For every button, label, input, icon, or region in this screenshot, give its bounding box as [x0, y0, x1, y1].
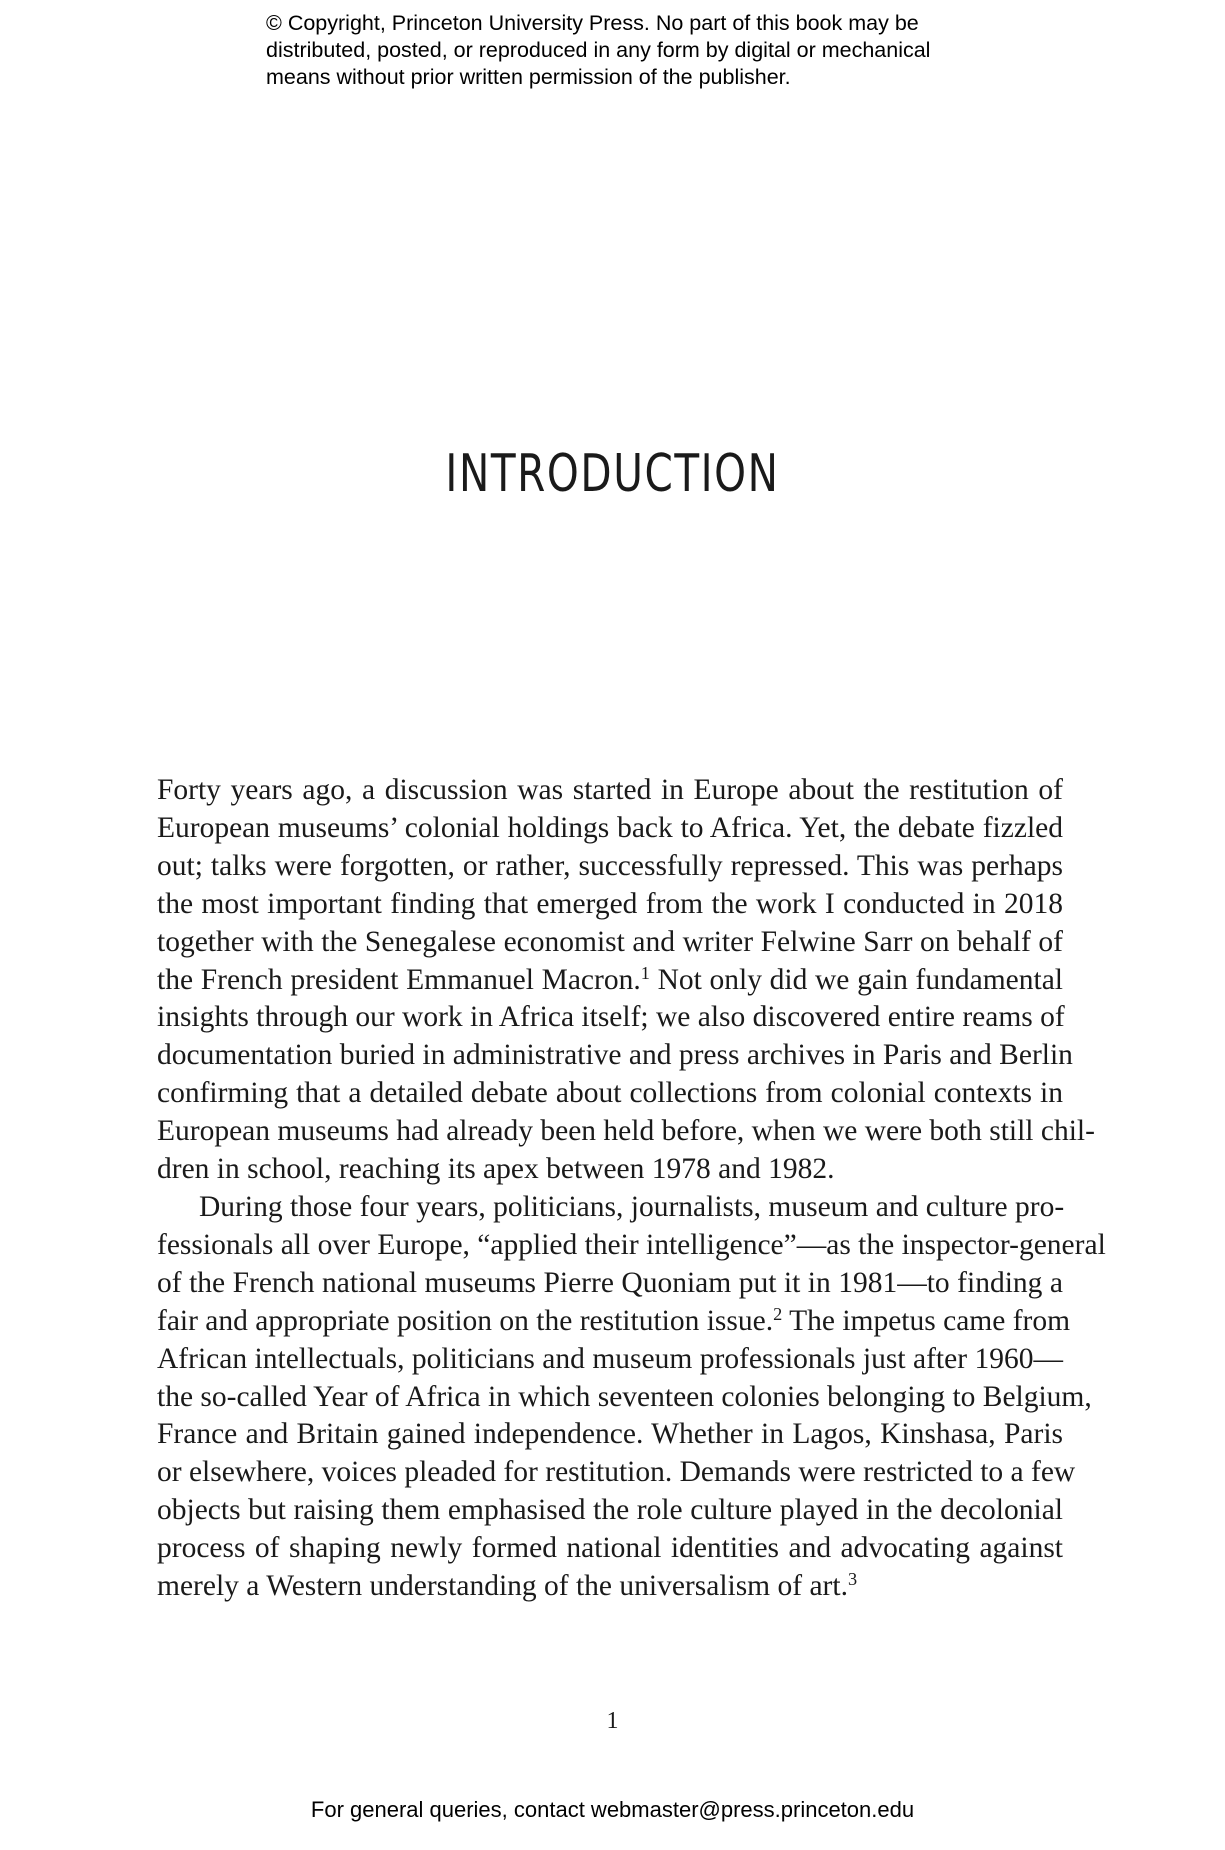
page-number: 1 — [606, 1708, 619, 1734]
text-line: During those four years, politicians, journalists, museum and culture pro- — [199, 1190, 1065, 1223]
text-line: confirming that a detailed debate about collections from colonial contexts in — [157, 1077, 1063, 1110]
footer-contact: For general queries, contact webmaster@press.princeton.edu — [310, 1797, 915, 1822]
footnote-ref-3[interactable]: 3 — [847, 1568, 858, 1589]
text-segment: Not only did we gain fundamental — [657, 963, 1063, 996]
text-line: out; talks were forgotten, or rather, successfully repressed. This was perhaps — [157, 849, 1063, 882]
text-line: European museums’ colonial holdings back to Africa. Yet, the debate fizzled — [157, 811, 1063, 844]
text-line: fessionals all over Europe, “applied their intelligence”—as the inspector-general — [157, 1228, 1106, 1261]
paragraph-1 — [157, 772, 1095, 1189]
text-line: together with the Senegalese economist and writer Felwine Sarr on behalf of — [157, 925, 1063, 958]
text-line-with-note — [157, 1568, 1063, 1606]
text-line: documentation buried in administrative and press archives in Paris and Berlin — [157, 1039, 1073, 1072]
text-line: or elsewhere, voices pleaded for restitution. Demands were restricted to a few — [157, 1456, 1076, 1489]
chapter-title: INTRODUCTION — [445, 444, 780, 504]
text-line: insights through our work in Africa itself; we also discovered entire reams of — [157, 1001, 1065, 1034]
text-segment: the French president Emmanuel Macron. — [157, 963, 641, 996]
copyright-line: means without prior written permission of the publisher. — [266, 65, 791, 89]
text-segment: merely a Western understanding of the universalism of art. — [157, 1570, 848, 1603]
text-line: process of shaping newly formed national identities and advocating against — [157, 1532, 1063, 1565]
text-line: Forty years ago, a discussion was started in Europe about the restitution of — [157, 774, 1063, 806]
text-line: the most important finding that emerged from the work I conducted in 2018 — [157, 887, 1063, 920]
text-segment: fair and appropriate position on the restitution issue. — [157, 1304, 774, 1337]
copyright-line: © Copyright, Princeton University Press. No part of this book may be — [266, 11, 919, 35]
body-text — [157, 772, 1106, 1606]
text-line: the so-called Year of Africa in which seventeen colonies belonging to Belgium, — [157, 1380, 1092, 1413]
text-line: France and Britain gained independence. Whether in Lagos, Kinshasa, Paris — [157, 1418, 1063, 1451]
text-line-with-note — [157, 1303, 1071, 1341]
text-line: dren in school, reaching its apex between 1978 and 1982. — [157, 1153, 835, 1186]
paragraph-2 — [157, 1189, 1106, 1606]
footnote-ref-2[interactable]: 2 — [773, 1303, 783, 1324]
text-line: African intellectuals, politicians and museum professionals just after 1960— — [157, 1342, 1063, 1375]
text-line: European museums had already been held before, when we were both still chil- — [157, 1115, 1095, 1148]
footnote-ref-1[interactable]: 1 — [640, 962, 650, 983]
text-line: objects but raising them emphasised the role culture played in the decolonial — [157, 1494, 1063, 1527]
copyright-line: distributed, posted, or reproduced in any form by digital or mechanical — [266, 38, 931, 62]
text-line-with-note — [157, 962, 1063, 1000]
text-line: of the French national museums Pierre Quoniam put it in 1981—to finding a — [157, 1266, 1063, 1299]
text-segment: The impetus came from — [789, 1304, 1071, 1337]
copyright-notice — [266, 10, 1026, 91]
